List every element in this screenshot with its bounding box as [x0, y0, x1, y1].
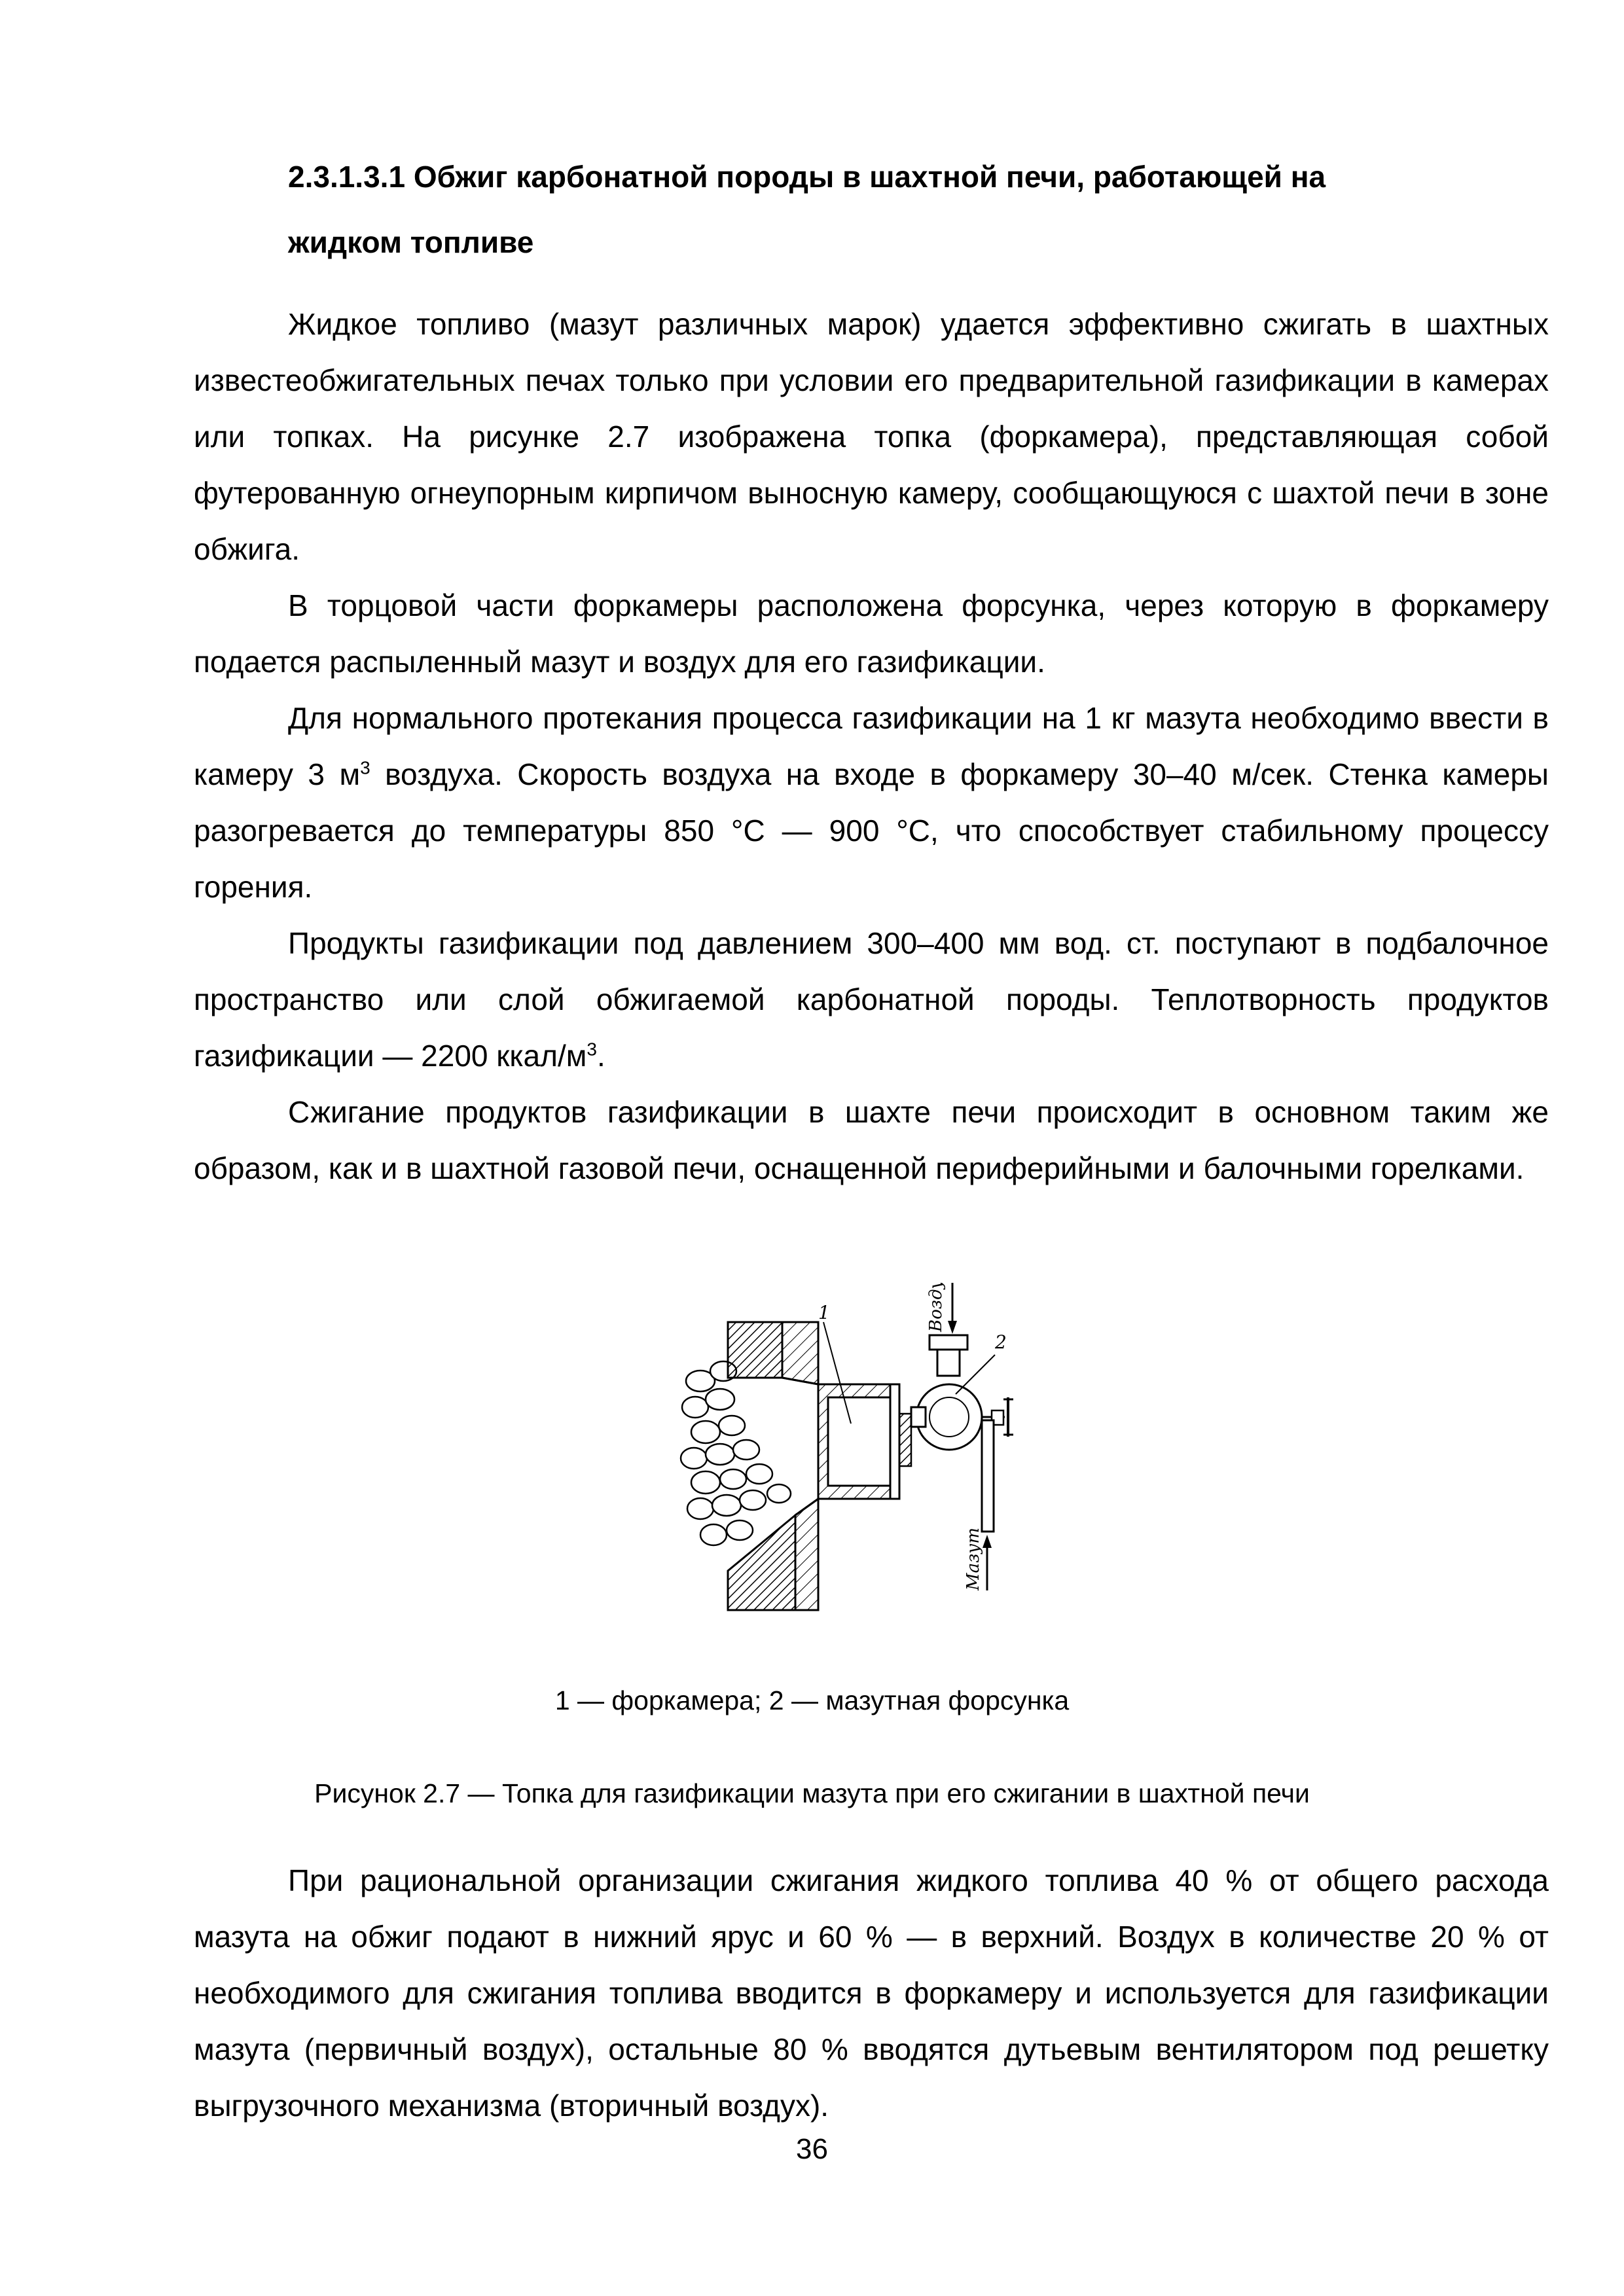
- paragraph-4: [194, 915, 1549, 1084]
- paragraph-2: В торцовой части форкамеры расположена форсунка, через которую в форкамеру подается распыленный мазут и воздух для его газификации.: [194, 588, 1549, 679]
- section-heading-line-2: жидком топливе: [288, 225, 534, 259]
- figure-label-fuel: Мазут: [964, 1527, 983, 1590]
- paragraph-5: Сжигание продуктов газификации в шахте печи происходит в основном таким же образом, как и в шахтной газовой печи, оснащенной периферийными и балочными горелками.: [194, 1095, 1549, 1185]
- paragraph-3-text-a: Для нормального протекания процесса газификации на 1 кг мазута необходимо ввести в камеру 3 м: [194, 701, 1549, 791]
- page-number: 36: [796, 2133, 828, 2165]
- paragraph-1: Жидкое топливо (мазут различных марок) удается эффективно сжигать в шахтных известеобжигательных печах только при условии его предварительной газификации в камерах или топках. На рисунке 2.7 изображена топка (форкамера), представляющая собой футерованную огнеупорным кирпичом выносную камеру, сообщающуюся с шахтой печи в зоне обжига.: [194, 307, 1549, 566]
- figure-2-7-drawing: [655, 1283, 1074, 1649]
- paragraph-4-text-b: .: [596, 1039, 605, 1073]
- figure-caption: Рисунок 2.7 — Топка для газификации мазута при его сжигании в шахтной печи: [314, 1778, 1310, 1808]
- charge-stones: [681, 1361, 791, 1545]
- paragraph-4-text-a: Продукты газификации под давлением 300–400 мм вод. ст. поступают в подбалочное пространство или слой обжигаемой карбонатной породы. Теплотворность продуктов газификации — 2200 ккал/м: [194, 926, 1549, 1073]
- paragraph-3-text-b: воздуха. Скорость воздуха на входе в форкамеру 30–40 м/сек. Стенка камеры разогревается до температуры 850 °С — 900 °С, что способствует стабильному процессу горения.: [194, 757, 1549, 904]
- figure-legend: 1 — форкамера; 2 — мазутная форсунка: [554, 1685, 1070, 1715]
- figure-label-2: 2: [995, 1331, 1007, 1353]
- paragraph-6: При рациональной организации сжигания жидкого топлива 40 % от общего расхода мазута на обжиг подают в нижний ярус и 60 % — в верхний. Воздух в количестве 20 % от необходимого для сжигания топлива вводится в форкамеру и используется для газификации мазута (первичный воздух), остальные 80 % вводятся дутьевым вентилятором под решетку выгрузочного механизма (вторичный воздух).: [194, 1863, 1549, 2123]
- paragraph-3: [194, 690, 1549, 915]
- figure-label-1: 1: [818, 1302, 830, 1323]
- figure-label-air: Воздух: [926, 1283, 946, 1332]
- section-heading-line-1: 2.3.1.3.1 Обжиг карбонатной породы в шахтной печи, работающей на: [288, 160, 1326, 194]
- superscript-3: 3: [360, 757, 370, 778]
- superscript-3: 3: [586, 1039, 597, 1060]
- section-heading: [288, 144, 1453, 275]
